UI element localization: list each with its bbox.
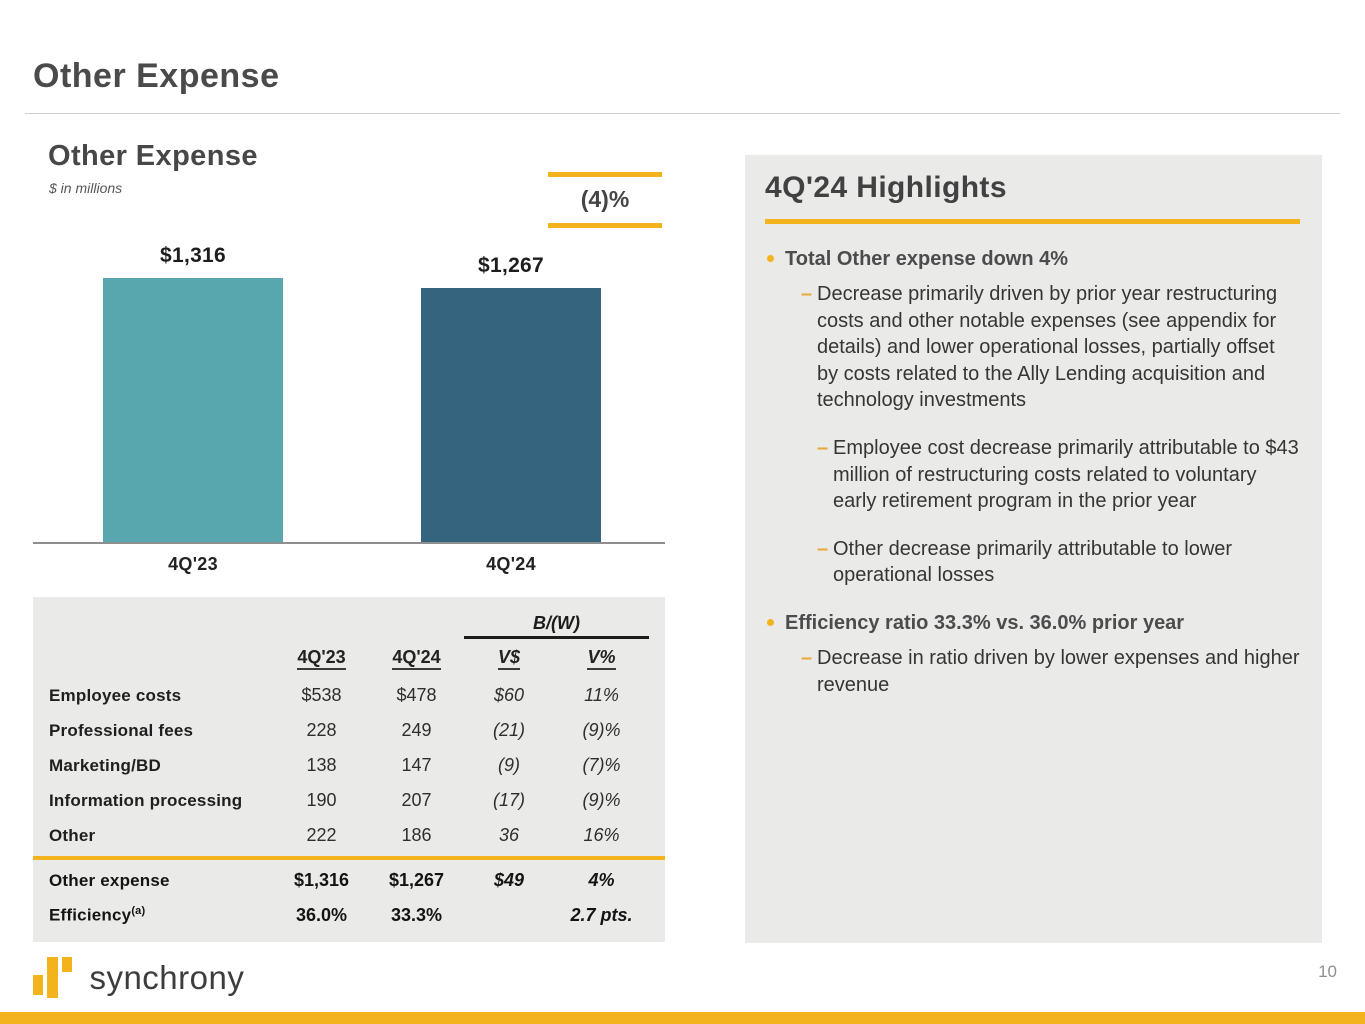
highlight-bullet-heading: Efficiency ratio 33.3% vs. 36.0% prior year <box>765 610 1300 636</box>
row-value: 36.0% <box>295 905 348 925</box>
row-label: Information processing <box>49 790 243 810</box>
row-value: 138 <box>306 755 337 775</box>
dash-bullet-icon: – <box>817 537 829 560</box>
col-header-4q23: 4Q'23 <box>274 639 369 678</box>
row-value: 2.7 pts. <box>570 905 633 925</box>
row-value: 190 <box>306 790 337 810</box>
row-value: 16% <box>583 825 620 845</box>
col-header-vdollar: V$ <box>464 639 554 678</box>
row-value <box>464 909 554 923</box>
highlights-title: 4Q'24 Highlights <box>765 171 1007 204</box>
x-tick-label: 4Q'23 <box>168 554 218 574</box>
row-label: Other <box>49 825 96 845</box>
highlights-panel <box>745 155 1322 943</box>
bar-4Q'23 <box>103 278 283 542</box>
col-header-4q24: 4Q'24 <box>369 639 464 678</box>
title-divider <box>25 113 1340 114</box>
dash-bullet-icon: – <box>801 646 813 669</box>
row-value: 147 <box>401 755 432 775</box>
row-value: 4% <box>588 870 615 890</box>
row-label: Employee costs <box>49 685 182 705</box>
row-label: Professional fees <box>49 720 194 740</box>
row-value: $538 <box>301 685 342 705</box>
synchrony-logo-icon <box>33 954 79 998</box>
highlight-sub-bullet: – Decrease primarily driven by prior year restructuring costs and other notable expenses (see appendix for details) and lower operational losses, partially offset by costs related to the Ally Lending acquisition and technology investments <box>801 283 1278 412</box>
table-total-divider <box>33 856 665 860</box>
row-label: Marketing/BD <box>49 755 161 775</box>
chart-title: Other Expense <box>48 140 258 172</box>
row-value: 207 <box>401 790 432 810</box>
expense-table-grid <box>49 613 649 933</box>
row-value: 36 <box>498 825 520 845</box>
row-value: 11% <box>584 685 619 705</box>
row-value: 228 <box>306 720 337 740</box>
page-title: Other Expense <box>33 57 280 95</box>
row-value: $60 <box>493 685 525 705</box>
bar-plot <box>33 238 665 583</box>
x-tick-label: 4Q'24 <box>486 554 536 574</box>
highlight-bullet <box>765 610 1300 698</box>
highlight-bullet <box>765 246 1300 589</box>
chart-subtitle: $ in millions <box>49 180 123 196</box>
delta-callout <box>548 172 662 228</box>
synchrony-logo-text: synchrony <box>89 959 245 996</box>
highlight-sub-bullet: – Decrease in ratio driven by lower expenses and higher revenue <box>801 646 1300 696</box>
row-value: 33.3% <box>390 905 443 925</box>
row-value: 249 <box>401 720 432 740</box>
row-value: 222 <box>306 825 337 845</box>
synchrony-logo <box>33 954 244 1000</box>
highlights-title-rule <box>765 219 1300 224</box>
row-label: Efficiency$^{(a)}$ <box>49 905 146 925</box>
row-value: (9)% <box>582 720 621 740</box>
row-value: $1,267 <box>388 870 445 890</box>
row-value: 186 <box>401 825 432 845</box>
delta-label: (4)% <box>580 186 630 212</box>
highlight-bullet-heading: Total Other expense down 4% <box>765 246 1300 272</box>
x-axis-line <box>33 542 665 544</box>
highlights-list <box>765 246 1300 698</box>
dash-bullet-icon: – <box>801 283 813 305</box>
bar-value-label: $1,316 <box>159 244 227 267</box>
row-value: (9) <box>498 755 520 775</box>
table-group-header: B/(W) <box>464 613 649 639</box>
row-label: Other expense <box>49 870 170 890</box>
expense-table <box>33 597 665 942</box>
highlight-sub-bullet: – Employee cost decrease primarily attributable to $43 million of restructuring costs related to voluntary early retirement program in the prior year <box>817 436 1299 513</box>
bar-value-label: $1,267 <box>477 254 545 277</box>
row-value: $1,316 <box>293 870 350 890</box>
bottom-accent-bar <box>0 1012 1365 1024</box>
row-value: (17) <box>492 790 525 810</box>
row-value: $478 <box>396 685 437 705</box>
bar-4Q'24 <box>421 288 601 542</box>
dash-bullet-icon: – <box>817 436 829 459</box>
row-value: (21) <box>492 720 525 740</box>
col-header-vpercent: V% <box>554 639 649 678</box>
row-value: (9)% <box>582 790 621 810</box>
highlight-sub-bullet: – Other decrease primarily attributable to lower operational losses <box>817 537 1233 587</box>
page-number: 10 <box>1318 962 1337 981</box>
row-value: (7)% <box>582 755 621 775</box>
row-value: $49 <box>493 870 525 890</box>
